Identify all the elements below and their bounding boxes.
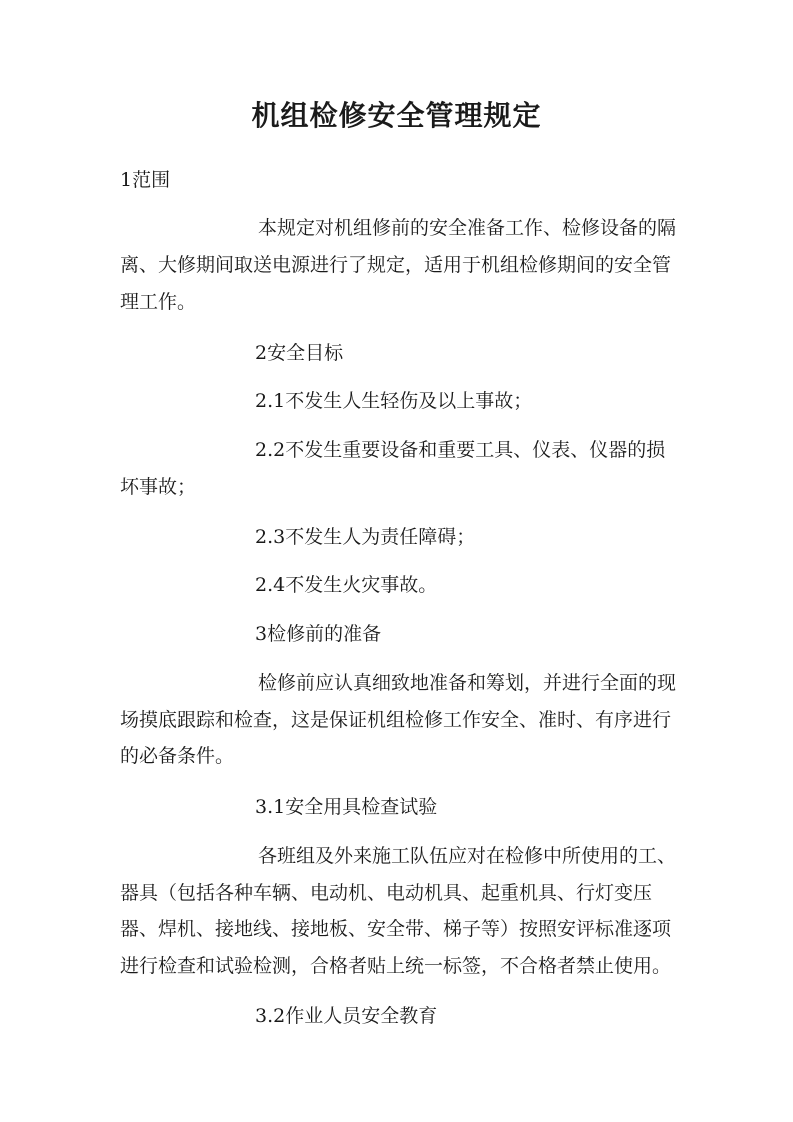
paragraph-line: 器、焊机、接地线、接地板、安全带、梯子等）按照安评标准逐项 bbox=[120, 918, 672, 940]
paragraph-line: 各班组及外来施工队伍应对在检修中所使用的工、 bbox=[258, 845, 677, 867]
paragraph-line: 器具（包括各种车辆、电动机、电动机具、起重机具、行灯变压 bbox=[120, 882, 653, 904]
paragraph-line: 离、大修期间取送电源进行了规定，适用于机组检修期间的安全管 bbox=[120, 254, 672, 276]
list-item: 2.2不发生重要设备和重要工具、仪表、仪器的损 bbox=[255, 439, 666, 461]
paragraph-line: 本规定对机组修前的安全准备工作、检修设备的隔 bbox=[258, 217, 677, 239]
list-item: 2.4不发生火灾事故。 bbox=[255, 574, 438, 596]
section-heading-preparation: 3检修前的准备 bbox=[255, 623, 382, 645]
subsection-heading: 3.2作业人员安全教育 bbox=[255, 1005, 438, 1027]
list-item: 2.3不发生人为责任障碍； bbox=[255, 526, 476, 548]
paragraph-line: 的必备条件。 bbox=[120, 745, 235, 767]
document-title: 机组检修安全管理规定 bbox=[251, 99, 542, 132]
list-item-continuation: 坏事故； bbox=[120, 476, 197, 498]
paragraph-line: 进行检查和试验检测，合格者贴上统一标签，不合格者禁止使用。 bbox=[120, 955, 672, 977]
list-item: 2.1不发生人生轻伤及以上事故； bbox=[255, 390, 533, 412]
paragraph-line: 检修前应认真细致地准备和筹划，并进行全面的现 bbox=[258, 672, 677, 694]
paragraph-line: 场摸底跟踪和检查，这是保证机组检修工作安全、准时、有序进行 bbox=[120, 709, 672, 731]
subsection-heading: 3.1安全用具检查试验 bbox=[255, 796, 438, 818]
section-heading-scope: 1范围 bbox=[120, 169, 171, 191]
paragraph-line: 理工作。 bbox=[120, 291, 197, 313]
section-heading-safety-goals: 2安全目标 bbox=[255, 342, 344, 364]
